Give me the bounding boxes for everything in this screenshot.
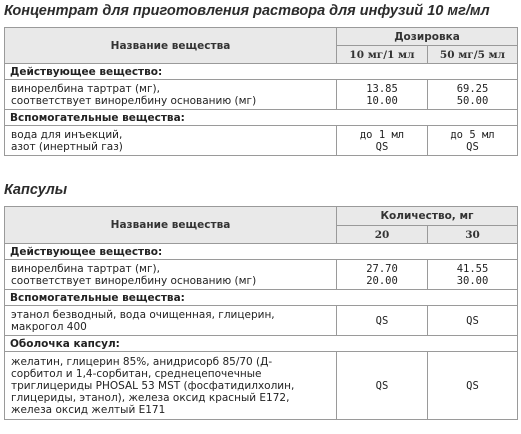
section-active-substance: Действующее вещество: [5,244,518,260]
header-col-30: 30 [428,226,518,244]
value: до 5 мл [450,128,495,141]
table-row [5,260,518,290]
value-cell [428,306,518,336]
substance-name [5,80,337,110]
table2-title: Капсулы [4,182,68,198]
value: 20.00 [366,274,398,287]
value: 27.70 [366,262,398,275]
header-dosage: Дозировка [337,28,518,46]
table-infusion-concentrate [4,27,518,156]
value-cell [428,126,518,156]
text-line: винорелбина тартрат (мг), [11,262,160,275]
table-row [5,352,518,420]
header-col-10mg: 10 мг/1 мл [337,46,428,64]
value: 10.00 [366,94,398,107]
text-line: триглицериды PHOSAL 53 MST (фосфатидилхолин, [11,379,295,392]
value: 69.25 [456,82,489,95]
value: QS [466,314,479,327]
text-line: соответствует винорелбину основанию (мг) [11,274,257,287]
text-line: вода для инъекций, [11,128,123,141]
value: 50.00 [456,94,489,107]
value-cell [337,352,428,420]
header-col-50mg: 50 мг/5 мл [428,46,518,64]
text-line: соответствует винорелбину основанию (мг) [11,94,257,107]
header-substance-name: Название вещества [5,28,337,64]
header-quantity: Количество, мг [337,207,518,226]
value-cell [337,80,428,110]
value: QS [375,314,389,327]
value-cell [428,260,518,290]
text-line: железа оксид желтый E171 [11,403,166,416]
text-line: глицериды, этанол), железа оксид красный E172, [11,391,290,404]
text-line: этанол безводный, вода очищенная, глицерин, [11,308,275,321]
section-active-substance: Действующее вещество: [5,64,518,80]
value-cell [337,260,428,290]
table-row [5,80,518,110]
table-row [5,126,518,156]
value: 41.55 [456,262,489,275]
text-line: винорелбина тартрат (мг), [11,82,160,95]
substance-name [5,306,337,336]
value: QS [466,140,479,153]
section-excipients: Вспомогательные вещества: [5,110,518,126]
text-line: желатин, глицерин 85%, анидрисорб 85/70 (Д- [11,355,273,368]
section-excipients: Вспомогательные вещества: [5,290,518,306]
value: QS [375,379,389,392]
table-row [5,306,518,336]
value-cell [337,306,428,336]
table1-title: Концентрат для приготовления раствора для инфузий 10 мг/мл [4,3,490,19]
value-cell [337,126,428,156]
value-cell [428,352,518,420]
value: 30.00 [456,274,489,287]
header-col-20: 20 [337,226,428,244]
text-line: макрогол 400 [11,320,87,333]
value: 13.85 [366,82,398,95]
substance-name [5,260,337,290]
value: QS [466,379,479,392]
text-line: азот (инертный газ) [11,140,123,153]
text-line: сорбитол и 1,4-сорбитан, среднецепочечные [11,367,262,380]
value-cell [428,80,518,110]
value: QS [375,140,389,153]
value: до 1 мл [359,128,405,141]
table-capsules [4,206,518,420]
substance-name [5,126,337,156]
section-capsule-shell: Оболочка капсул: [5,336,518,352]
substance-name [5,352,337,420]
header-substance-name: Название вещества [5,207,337,244]
